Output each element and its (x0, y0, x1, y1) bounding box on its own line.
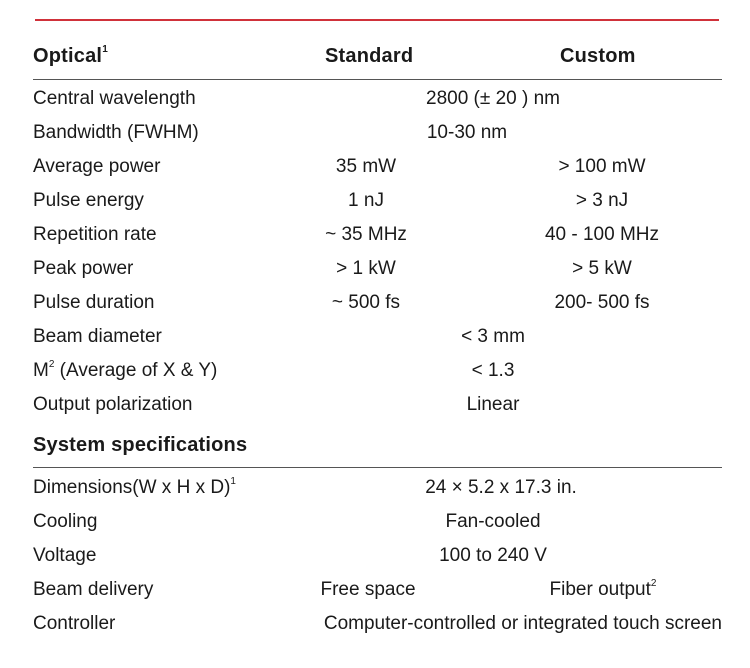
spec-row-peak-power (33, 254, 722, 284)
spec-label: Voltage (33, 545, 97, 566)
spec-label: Repetition rate (33, 224, 157, 245)
spec-label: Cooling (33, 511, 98, 532)
spec-label: Output polarization (33, 394, 193, 415)
spec-label: Beam diameter (33, 326, 162, 347)
spec-row-m2 (33, 356, 722, 386)
spec-label: Average power (33, 156, 161, 177)
spec-label: Bandwidth (FWHM) (33, 122, 199, 143)
spec-custom-value: 40 - 100 MHz (544, 224, 660, 245)
spec-value: Computer-controlled or integrated touch screen (323, 613, 722, 634)
spec-label: Central wavelength (33, 88, 196, 109)
spec-value: 10-30 nm (426, 122, 508, 143)
spec-value: 100 to 240 V (439, 545, 547, 566)
system-divider (33, 467, 722, 468)
spec-value: 24 × 5.2 x 17.3 in. (425, 477, 577, 498)
spec-standard-value: > 1 kW (336, 258, 396, 279)
optical-title: Optical$^1$ (33, 43, 108, 67)
spec-label: Controller (33, 613, 116, 634)
spec-custom-value: Fiber output$^2$ (549, 577, 657, 600)
spec-row-pulse-duration (33, 288, 722, 318)
spec-row-beam-delivery (33, 575, 722, 605)
spec-custom-value: > 5 kW (572, 258, 632, 279)
spec-standard-value: Free space (320, 579, 416, 600)
system-header (33, 430, 722, 460)
spec-label: Dimensions(W x H x D)$^1$ (33, 475, 236, 498)
spec-row-controller (33, 609, 722, 639)
spec-row-dimensions (33, 473, 722, 503)
top-accent-rule (35, 19, 719, 21)
spec-standard-value: ~ 35 MHz (325, 224, 407, 245)
spec-row-cooling (33, 507, 722, 537)
optical-divider (33, 79, 722, 80)
spec-row-repetition-rate (33, 220, 722, 250)
spec-label: Beam delivery (33, 579, 154, 600)
optical-header (33, 41, 722, 71)
spec-label: Peak power (33, 258, 134, 279)
spec-standard-value: 1 nJ (348, 190, 384, 211)
spec-custom-value: > 100 mW (558, 156, 646, 177)
spec-row-voltage (33, 541, 722, 571)
spec-value: 2800 (± 20 ) nm (426, 88, 560, 109)
spec-value: Fan-cooled (445, 511, 541, 532)
spec-value: Linear (466, 394, 520, 415)
system-title: System specifications (33, 433, 248, 456)
spec-custom-value: 200- 500 fs (554, 292, 650, 313)
spec-row-output-polarization (33, 390, 722, 420)
spec-standard-value: 35 mW (335, 156, 397, 177)
spec-row-bandwidth (33, 118, 722, 148)
spec-standard-value: ~ 500 fs (331, 292, 401, 313)
spec-row-pulse-energy (33, 186, 722, 216)
spec-value: < 3 mm (461, 326, 525, 347)
spec-label: Pulse energy (33, 190, 144, 211)
spec-row-central-wavelength (33, 84, 722, 114)
spec-row-average-power (33, 152, 722, 182)
spec-label: $M^2$ (Average of X & Y) (33, 358, 218, 381)
standard-column-header: Standard (325, 44, 414, 67)
custom-column-header: Custom (560, 44, 636, 67)
spec-custom-value: > 3 nJ (575, 190, 629, 211)
spec-value: < 1.3 (471, 360, 515, 381)
spec-label: Pulse duration (33, 292, 155, 313)
spec-row-beam-diameter (33, 322, 722, 352)
